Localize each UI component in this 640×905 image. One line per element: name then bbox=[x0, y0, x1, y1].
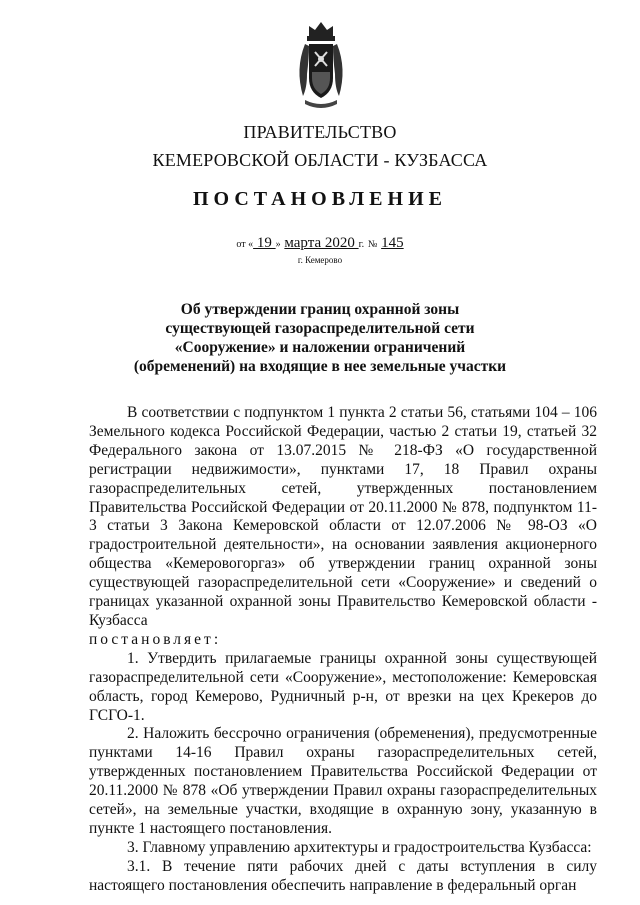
decree-word: постановляет: bbox=[89, 630, 222, 648]
coat-of-arms-icon bbox=[295, 14, 347, 110]
paragraph-3-1: 3.1. В течение пяти рабочих дней с даты вступления в силу настоящего постановления обеспечить направление в федеральный орган bbox=[89, 857, 597, 894]
org-name-line-2: КЕМЕРОВСКОЙ ОБЛАСТИ - КУЗБАССА bbox=[152, 150, 488, 170]
document-type: ПОСТАНОВЛЕНИЕ bbox=[193, 188, 447, 210]
date-mid: » bbox=[275, 239, 281, 250]
date-day: 19 bbox=[253, 235, 276, 251]
paragraph-2: 2. Наложить бессрочно ограничения (обременения), предусмотренные пунктами 14-16 Правил охраны газораспределительных сетей, утвержденных постановлением Правительства Российской Федерации от 20.11.2000 № 878 «Об утверждении Правил охраны газораспределительных сетей», на земельные участки, входящие в охранную зону, указанную в пункте 1 настоящего постановления. bbox=[89, 725, 597, 837]
city: г. Кемерово bbox=[297, 255, 343, 265]
org-name-line-1: ПРАВИТЕЛЬСТВО bbox=[243, 122, 397, 142]
date-line bbox=[0, 235, 640, 252]
doc-number: 145 bbox=[381, 235, 404, 251]
document-body bbox=[89, 404, 597, 896]
paragraph-3: 3. Главному управлению архитектуры и градостроительства Кузбасса: bbox=[127, 838, 592, 856]
doc-number-label: № bbox=[367, 239, 378, 250]
date-month-year: марта 2020 bbox=[284, 235, 359, 251]
date-year-suffix: г. bbox=[358, 239, 365, 250]
date-prefix: от « bbox=[236, 239, 254, 250]
paragraph-1: 1. Утвердить прилагаемые границы охранной зоны существующей газораспределительной сети «Сооружение», местоположение: Кемеровская область, город Кемерово, Рудничный р-н, от врезки на цех Крекеров до ГСГО-1. bbox=[89, 649, 597, 724]
document-title: Об утверждении границ охранной зоны существующей газораспределительной сети «Сооружение» и наложении ограничений (обременений) на входящие в нее земельные участки bbox=[133, 301, 507, 375]
paragraph-preamble: В соответствии с подпунктом 1 пункта 2 статьи 56, статьями 104 – 106 Земельного кодекса Российской Федерации, частью 2 статьи 19, статьей 32 Федерального закона от 13.07.2015 № 218-ФЗ «О государственной регистрации недвижимости», пунктами 17, 18 Правил охраны газораспределительных сетей, утвержденных постановлением Правительства Российской Федерации от 20.11.2000 № 878, подпунктом 11-3 статьи 3 Закона Кемеровской области от 12.07.2006 № 98-ОЗ «О градостроительной деятельности», на основании заявления акционерного общества «Кемеровогоргаз» об утверждении границ охранной зоны существующей газораспределительной сети «Сооружение» и сведений о границах указанной охранной зоны Правительство Кемеровской области - Кузбасса bbox=[89, 404, 597, 629]
